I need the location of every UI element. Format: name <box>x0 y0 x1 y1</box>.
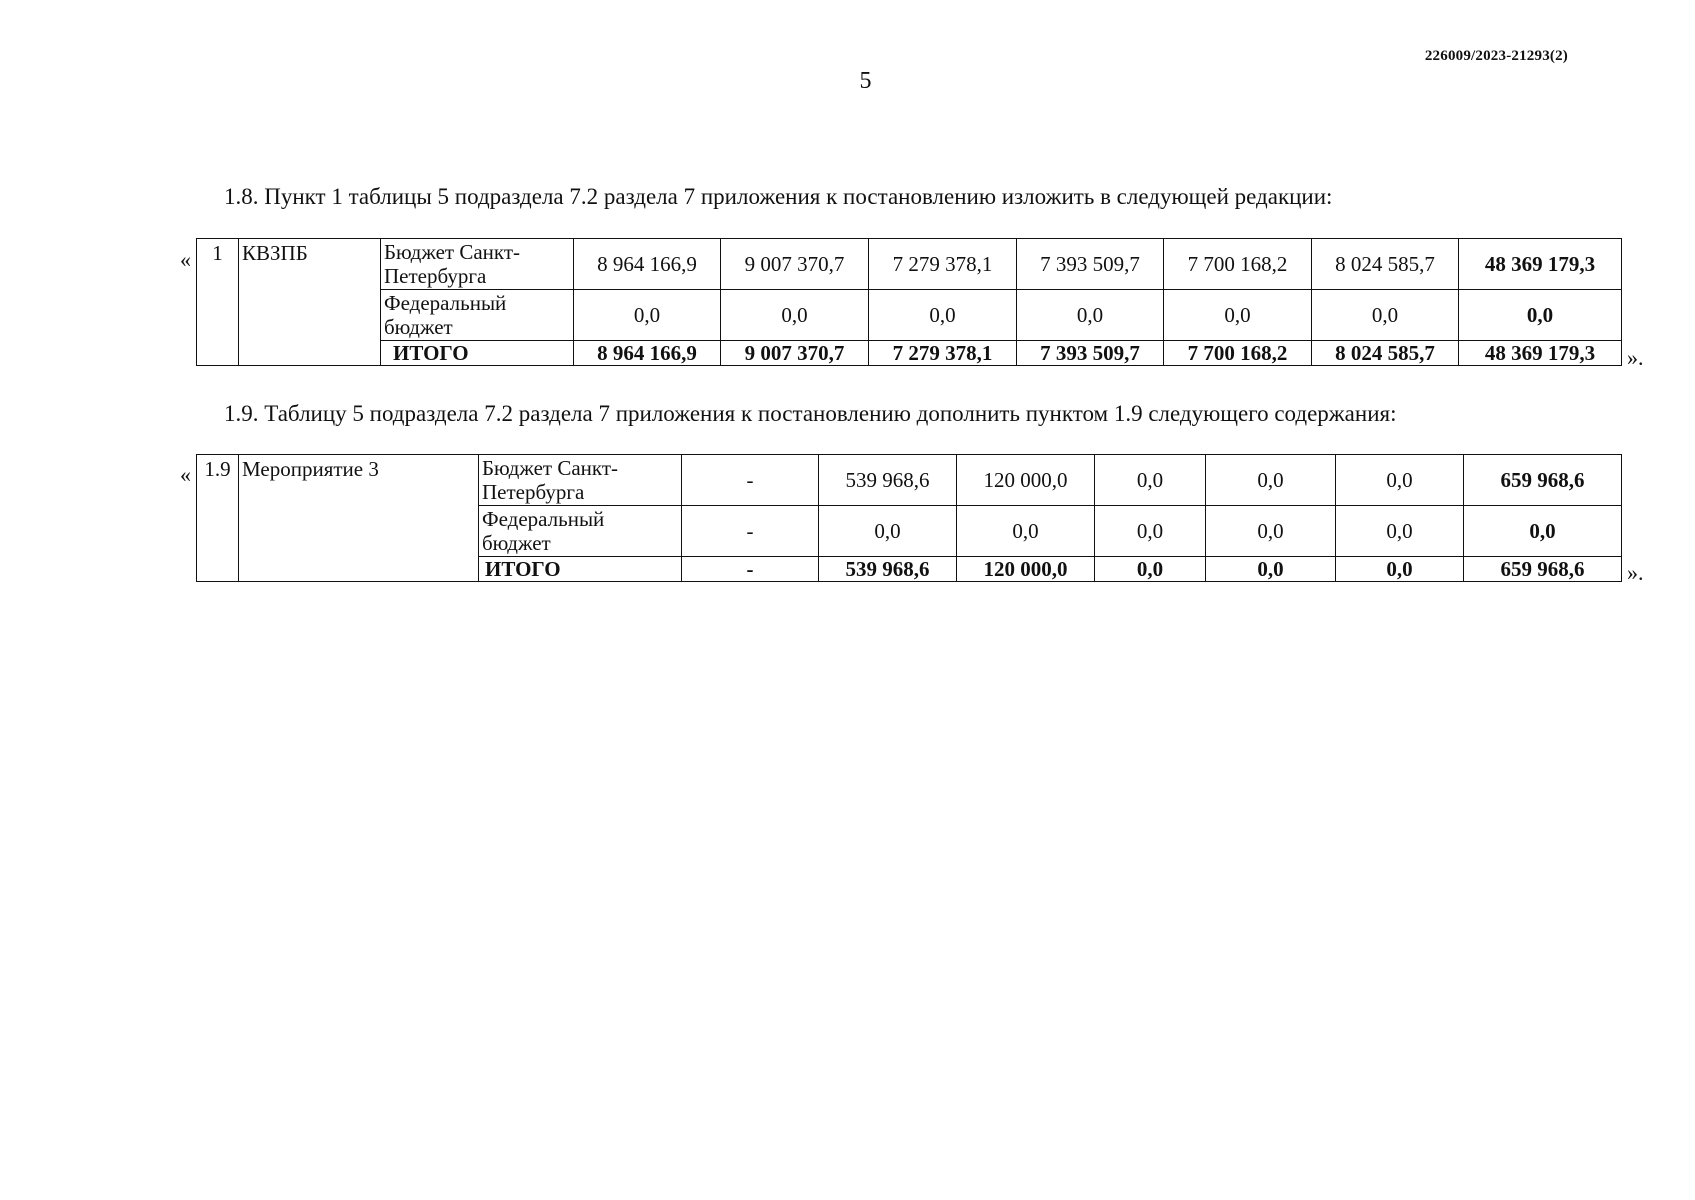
funding-source: ИТОГО <box>479 557 682 582</box>
table-row-total <box>197 341 1622 366</box>
funding-source: Федеральный бюджет <box>479 506 682 557</box>
year-value: 9 007 370,7 <box>721 239 869 290</box>
funding-source: ИТОГО <box>381 341 574 366</box>
year-value: 0,0 <box>869 290 1017 341</box>
opening-quote-mark: « <box>180 462 191 487</box>
item-name: КВЗПБ <box>239 239 381 366</box>
year-value: 7 279 378,1 <box>869 341 1017 366</box>
row-total: 48 369 179,3 <box>1459 341 1622 366</box>
year-value: 0,0 <box>1095 506 1206 557</box>
year-value: 0,0 <box>1095 557 1206 582</box>
year-value: 7 393 509,7 <box>1017 239 1164 290</box>
year-value: 8 964 166,9 <box>574 341 721 366</box>
year-value: 0,0 <box>1206 506 1336 557</box>
year-value: 7 700 168,2 <box>1164 341 1312 366</box>
funding-source: Федеральный бюджет <box>381 290 574 341</box>
row-total: 0,0 <box>1464 506 1622 557</box>
year-value: 7 393 509,7 <box>1017 341 1164 366</box>
year-value: 120 000,0 <box>957 557 1095 582</box>
document-registration-number: 226009/2023-21293(2) <box>1424 48 1568 64</box>
year-value: 7 700 168,2 <box>1164 239 1312 290</box>
paragraph-1-8: 1.8. Пункт 1 таблицы 5 подраздела 7.2 раздела 7 приложения к постановлению изложить в следующей редакции: <box>224 184 1333 209</box>
year-value: 0,0 <box>1206 455 1336 506</box>
year-value: 8 024 585,7 <box>1312 341 1459 366</box>
table-row <box>197 239 1622 290</box>
budget-table-item-1-9 <box>196 454 1622 582</box>
year-value: 539 968,6 <box>819 557 957 582</box>
year-value: - <box>682 455 819 506</box>
year-value: 0,0 <box>1017 290 1164 341</box>
year-value: 0,0 <box>1312 290 1459 341</box>
year-value: 0,0 <box>1206 557 1336 582</box>
year-value: 0,0 <box>1336 455 1464 506</box>
year-value: 0,0 <box>1095 455 1206 506</box>
opening-quote-mark: « <box>180 247 191 272</box>
table-row <box>197 455 1622 506</box>
row-total: 659 968,6 <box>1464 455 1622 506</box>
year-value: 0,0 <box>957 506 1095 557</box>
closing-quote-mark: ». <box>1627 345 1644 370</box>
year-value: 8 024 585,7 <box>1312 239 1459 290</box>
item-number: 1.9 <box>197 455 239 582</box>
paragraph-1-9: 1.9. Таблицу 5 подраздела 7.2 раздела 7 приложения к постановлению дополнить пунктом 1.9 следующего содержания: <box>224 401 1397 426</box>
funding-source: Бюджет Санкт-Петербурга <box>381 239 574 290</box>
year-value: 0,0 <box>1336 506 1464 557</box>
row-total: 48 369 179,3 <box>1459 239 1622 290</box>
year-value: 0,0 <box>574 290 721 341</box>
year-value: 7 279 378,1 <box>869 239 1017 290</box>
year-value: 539 968,6 <box>819 455 957 506</box>
year-value: 9 007 370,7 <box>721 341 869 366</box>
closing-quote-mark: ». <box>1627 560 1644 585</box>
row-total: 659 968,6 <box>1464 557 1622 582</box>
year-value: - <box>682 506 819 557</box>
year-value: 0,0 <box>721 290 869 341</box>
year-value: 0,0 <box>819 506 957 557</box>
funding-source: Бюджет Санкт-Петербурга <box>479 455 682 506</box>
year-value: 8 964 166,9 <box>574 239 721 290</box>
year-value: 0,0 <box>1336 557 1464 582</box>
budget-table-item-1 <box>196 238 1622 366</box>
year-value: - <box>682 557 819 582</box>
row-total: 0,0 <box>1459 290 1622 341</box>
item-name: Мероприятие 3 <box>239 455 479 582</box>
item-number: 1 <box>197 239 239 366</box>
page-number: 5 <box>859 68 872 94</box>
table-row <box>197 290 1622 341</box>
year-value: 120 000,0 <box>957 455 1095 506</box>
year-value: 0,0 <box>1164 290 1312 341</box>
